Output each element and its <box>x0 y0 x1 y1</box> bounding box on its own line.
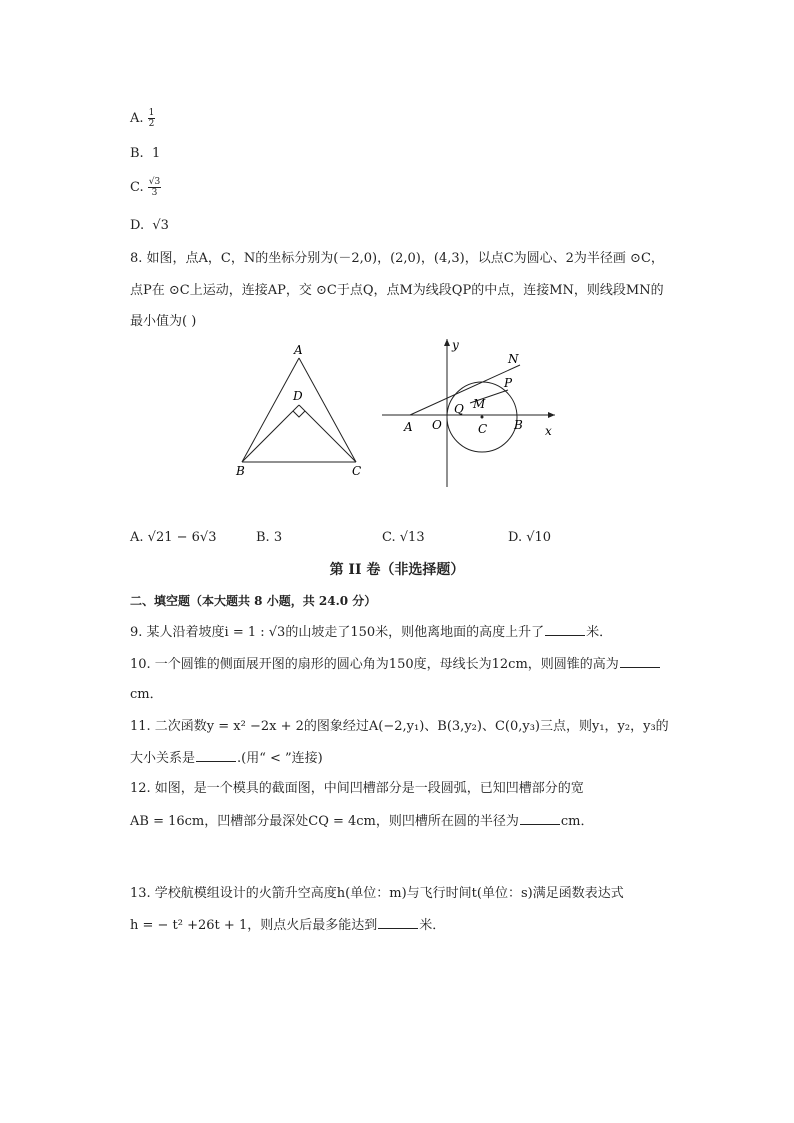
point-p-label: P <box>504 376 513 390</box>
vertex-d-label: D <box>293 389 303 403</box>
q8-option-c: C. √13 <box>382 530 425 545</box>
y-axis-label: y <box>452 338 459 352</box>
answer-blank <box>545 623 585 636</box>
point-c-label: C <box>478 422 488 436</box>
q8-option-d: D. √10 <box>508 530 552 545</box>
origin-label: O <box>432 418 442 432</box>
point-m-label: M <box>473 397 486 411</box>
q10: 10. 一个圆锥的侧面展开图的扇形的圆心角为150度，母线长为12cm，则圆锥的高为 <box>130 655 661 674</box>
point-q-label: Q <box>454 402 464 416</box>
circle-coordinate-figure <box>380 335 560 490</box>
q8-option-b: B. 3 <box>256 530 283 545</box>
answer-blank <box>520 812 560 825</box>
q7-option-a: A. $\frac{1}{2}$ <box>130 108 155 129</box>
q11: 11. 二次函数y = x² −2x + 2的图象经过A(−2,y₁)、B(3,y₂)、C(0,y₃)三点，则y₁，y₂，y₃的 <box>130 719 669 734</box>
point-a-label: A <box>404 420 413 434</box>
q12-line-2: AB = 16cm，凹槽部分最深处CQ = 4cm，则凹槽所在圆的半径为 cm． <box>130 814 594 829</box>
vertex-a-label: A <box>294 343 303 357</box>
q8-line-1: 8. 如图，点A，C，N的坐标分别为(－2,0)，(2,0)，(4,3)，以点C为圆心、2为半径画 ⊙C， <box>130 251 664 266</box>
q7-option-d: D. √3 <box>130 218 169 233</box>
q13-line-2: h = − t² +26t + 1，则点火后最多能达到 米． <box>130 918 446 933</box>
answer-blank <box>378 916 418 929</box>
q12: 12. 如图，是一个模具的截面图，中间凹槽部分是一段圆弧，已知凹槽部分的宽 <box>130 781 584 796</box>
section-title: 第 II 卷（非选择题） <box>329 562 465 578</box>
fraction: $\frac{√3}{3}$ <box>148 177 161 198</box>
point-b-label: B <box>514 418 523 432</box>
q7-option-b: B. 1 <box>130 146 161 161</box>
q9: 9. 某人沿着坡度i = 1 : √3的山坡走了150米，则他离地面的高度上升了 米． <box>130 625 613 640</box>
q7-option-c: C. $\frac{√3}{3}$ <box>130 177 161 198</box>
x-axis-label: x <box>545 424 552 438</box>
answer-blank <box>196 749 236 762</box>
point-n-label: N <box>508 352 519 366</box>
q10-line-2: cm． <box>130 687 163 702</box>
q8-line-3: 最小值为( ) <box>130 314 197 329</box>
answer-blank <box>620 655 660 668</box>
fraction: $\frac{1}{2}$ <box>148 108 155 129</box>
triangle-figure <box>230 340 370 480</box>
q13: 13. 学校航模组设计的火箭升空高度h(单位：m)与飞行时间t(单位：s)满足函数表达式 <box>130 886 624 901</box>
vertex-c-label: C <box>352 464 362 478</box>
q11-line-2: 大小关系是 .(用“ < ”连接) <box>130 751 323 766</box>
q8-line-2: 点P在 ⊙C上运动，连接AP，交 ⊙C于点Q，点M为线段QP的中点，连接MN，则线段MN的 <box>130 283 664 298</box>
section-subtitle: 二、填空题（本大题共 8 小题，共 24.0 分） <box>130 594 377 608</box>
q8-option-a: A. √21 − 6√3 <box>130 530 217 545</box>
vertex-b-label: B <box>236 464 245 478</box>
